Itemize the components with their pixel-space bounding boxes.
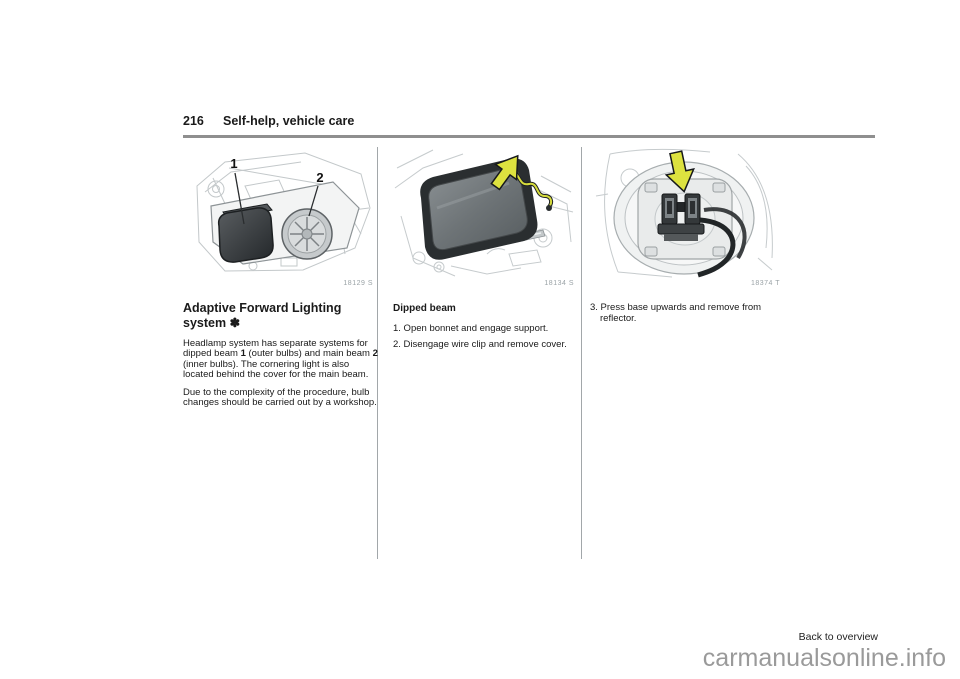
figure-bulb-base-removal [588, 146, 780, 278]
back-to-overview-link[interactable]: Back to overview [798, 631, 878, 643]
dipped-beam-cover-removed [420, 158, 537, 259]
paragraph-headlamp-systems: Headlamp system has separate systems for dipped beam 1 (outer bulbs) and main beam 2 (inner bulbs). The cornering light is also located behind the cover for the main beam. [183, 338, 378, 381]
figure-caption-right: 18374 T [750, 280, 780, 287]
header-rule [183, 135, 875, 138]
headlamp-overview-illustration [183, 146, 376, 278]
subsection-heading-dipped-beam: Dipped beam [393, 303, 456, 314]
main-beam-cap [282, 209, 332, 259]
middle-column [393, 303, 583, 356]
left-column [183, 301, 378, 415]
bulb-base-illustration [588, 146, 780, 278]
paragraph-workshop-note: Due to the complexity of the procedure, bulb changes should be carried out by a workshop. [183, 386, 377, 409]
dipped-beam-cover [219, 208, 273, 262]
figure-caption-middle: 18134 S [544, 280, 574, 287]
figure-caption-left: 18129 S [343, 280, 373, 287]
page-number: 216 [183, 114, 204, 128]
figure-label-1: 1 [230, 156, 238, 171]
chapter-title: Self-help, vehicle care [223, 114, 355, 128]
right-column [590, 303, 786, 324]
step-1: 1. Open bonnet and engage support. [393, 323, 549, 334]
figure-headlamp-overview [183, 146, 376, 278]
figure-label-2: 2 [316, 170, 324, 185]
section-heading: Adaptive Forward Lighting system ✽ [183, 301, 342, 330]
step-2: 2. Disengage wire clip and remove cover. [393, 338, 567, 350]
option-symbol: ✽ [229, 315, 241, 330]
site-watermark: carmanualsonline.info [702, 644, 946, 672]
cover-removal-illustration [391, 146, 574, 278]
step-3: 3. Press base upwards and remove from reflector. [590, 302, 762, 324]
figure-cover-removal [391, 146, 574, 278]
